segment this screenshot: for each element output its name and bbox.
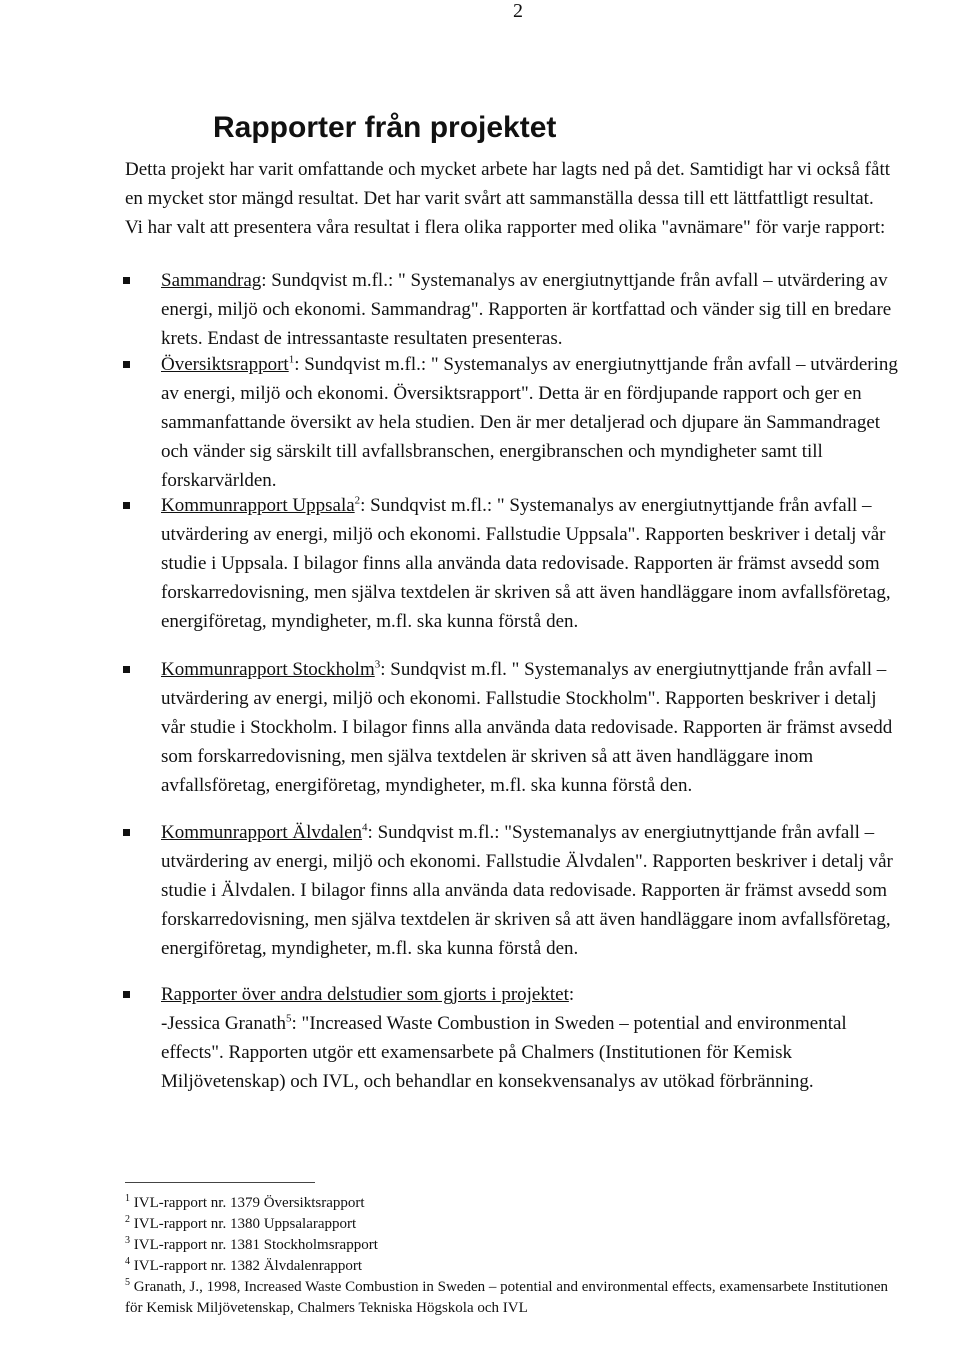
- footnote-number: 1: [125, 1193, 130, 1204]
- footnote-number: 2: [125, 1214, 130, 1225]
- footnote-text: IVL-rapport nr. 1381 Stockholmsrapport: [133, 1237, 378, 1253]
- footnote: [125, 1193, 905, 1214]
- footnote-ref: 5: [286, 1012, 292, 1025]
- page-title: Rapporter från projektet: [213, 111, 557, 144]
- report-citation: : Sundqvist m.fl.: " Systemanalys av energiutnyttjande från avfall – utvärdering av energi, miljö och ekonomi. Översiktsrapport". Detta är en fördjupande rapport och ger en sammanfattande översikt av hela studien. Den är mer detaljerad och djupare än Sammandraget och vänder sig särskilt till avfallsbranschen, energibranschen och myndigheter samt till forskarvärlden.: [161, 354, 898, 491]
- footnote: [125, 1256, 905, 1277]
- footnote-divider: [125, 1182, 315, 1183]
- footnote: [125, 1214, 905, 1235]
- bullet-icon: [123, 991, 130, 998]
- report-label: Kommunrapport Stockholm: [161, 659, 375, 680]
- footnote-ref: 2: [354, 494, 361, 507]
- report-description: : "Increased Waste Combustion in Sweden – potential and environmental effects". Rapporten utgör ett examensarbete på Chalmers (Institutionen för Kemisk Miljövetenskap) och IVL, och behandlar en konsekvensanalys av utökad förbränning.: [161, 1013, 847, 1092]
- footnote-number: 5: [125, 1277, 130, 1288]
- footnote-number: 4: [125, 1256, 130, 1267]
- footnote-text: Granath, J., 1998, Increased Waste Combustion in Sweden – potential and environmental effects, examensarbete Institutionen för Kemisk Miljövetenskap, Chalmers Tekniska Högskola och IVL: [125, 1279, 889, 1316]
- bullet-icon: [123, 277, 130, 284]
- footnote-text: IVL-rapport nr. 1379 Översiktsrapport: [133, 1195, 365, 1211]
- bullet-icon: [123, 666, 130, 673]
- footnote-ref: 1: [288, 353, 295, 366]
- report-item-oversikt: [123, 350, 898, 495]
- report-item-stockholm: [123, 655, 898, 800]
- report-item-alvdalen: [123, 818, 898, 963]
- report-item-sammandrag: [123, 266, 898, 353]
- bullet-icon: [123, 829, 130, 836]
- intro-paragraph: Detta projekt har varit omfattande och mycket arbete har lagts ned på det. Samtidigt har vi också fått en mycket stor mängd resultat. Det har varit svårt att sammanställa dessa till ett lättfattligt resultat. Vi har valt att presentera våra resultat i flera olika rapporter med olika "avnämare" för varje rapport:: [125, 159, 891, 238]
- report-citation: : Sundqvist m.fl.: " Systemanalys av energiutnyttjande från avfall – utvärdering av energi, miljö och ekonomi. Fallstudie Uppsala". Rapporten beskriver i detalj vår studie i Uppsala. I bilagor finns alla använda data redovisade. Rapporten är främst avsedd som forskarredovisning, men själva textdelen är skriven så att även handläggare inom avfallsföretag, energiföretag, myndigheter, m.fl. ska kunna förstå den.: [161, 495, 891, 632]
- report-label: Kommunrapport Älvdalen: [161, 822, 363, 843]
- report-citation: : Sundqvist m.fl. " Systemanalys av energiutnyttjande från avfall – utvärdering av energi, miljö och ekonomi. Fallstudie Stockholm". Rapporten beskriver i detalj vår studie i Stockholm. I bilagor finns alla använda data redovisade. Rapporten är främst avsedd som forskarredovisning, men själva textdelen är skriven så att även handläggare inom avfallsföretag, energiföretag, myndigheter, m.fl. ska kunna förstå den.: [161, 659, 893, 796]
- bullet-icon: [123, 361, 130, 368]
- report-label: Rapporter över andra delstudier som gjorts i projektet: [161, 984, 569, 1005]
- author-name: -Jessica Granath: [161, 1013, 287, 1034]
- footnote: [125, 1277, 905, 1319]
- footnote: [125, 1235, 905, 1256]
- footnote-text: IVL-rapport nr. 1380 Uppsalarapport: [133, 1216, 357, 1232]
- footnote-ref: 3: [374, 658, 381, 671]
- footnote-text: IVL-rapport nr. 1382 Älvdalenrapport: [133, 1258, 363, 1274]
- report-item-delstudier: [123, 980, 898, 1096]
- footnotes: [125, 1193, 905, 1319]
- report-citation: :: [568, 984, 575, 1005]
- report-citation: : Sundqvist m.fl.: "Systemanalys av energiutnyttjande från avfall – utvärdering av energi, miljö och ekonomi. Fallstudie Älvdalen". Rapporten beskriver i detalj vår studie i Älvdalen. I bilagor finns alla använda data redovisade. Rapporten är främst avsedd som forskarredovisning, men själva textdelen är skriven så att även handläggare inom avfallsföretag, energiföretag, myndigheter, m.fl. ska kunna förstå den.: [161, 822, 893, 959]
- report-label: Sammandrag: [161, 270, 262, 291]
- footnote-ref: 4: [362, 821, 368, 834]
- report-label: Översiktsrapport: [161, 354, 289, 375]
- report-item-uppsala: [123, 491, 898, 636]
- footnote-number: 3: [125, 1235, 130, 1246]
- page-number: 2: [513, 0, 523, 22]
- report-label: Kommunrapport Uppsala: [161, 495, 355, 516]
- report-citation: : Sundqvist m.fl.: " Systemanalys av energiutnyttjande från avfall – utvärdering av energi, miljö och ekonomi. Sammandrag". Rapporten är kortfattad och vänder sig till en bredare krets. Endast de intressantaste resultaten presenteras.: [161, 270, 892, 349]
- bullet-icon: [123, 502, 130, 509]
